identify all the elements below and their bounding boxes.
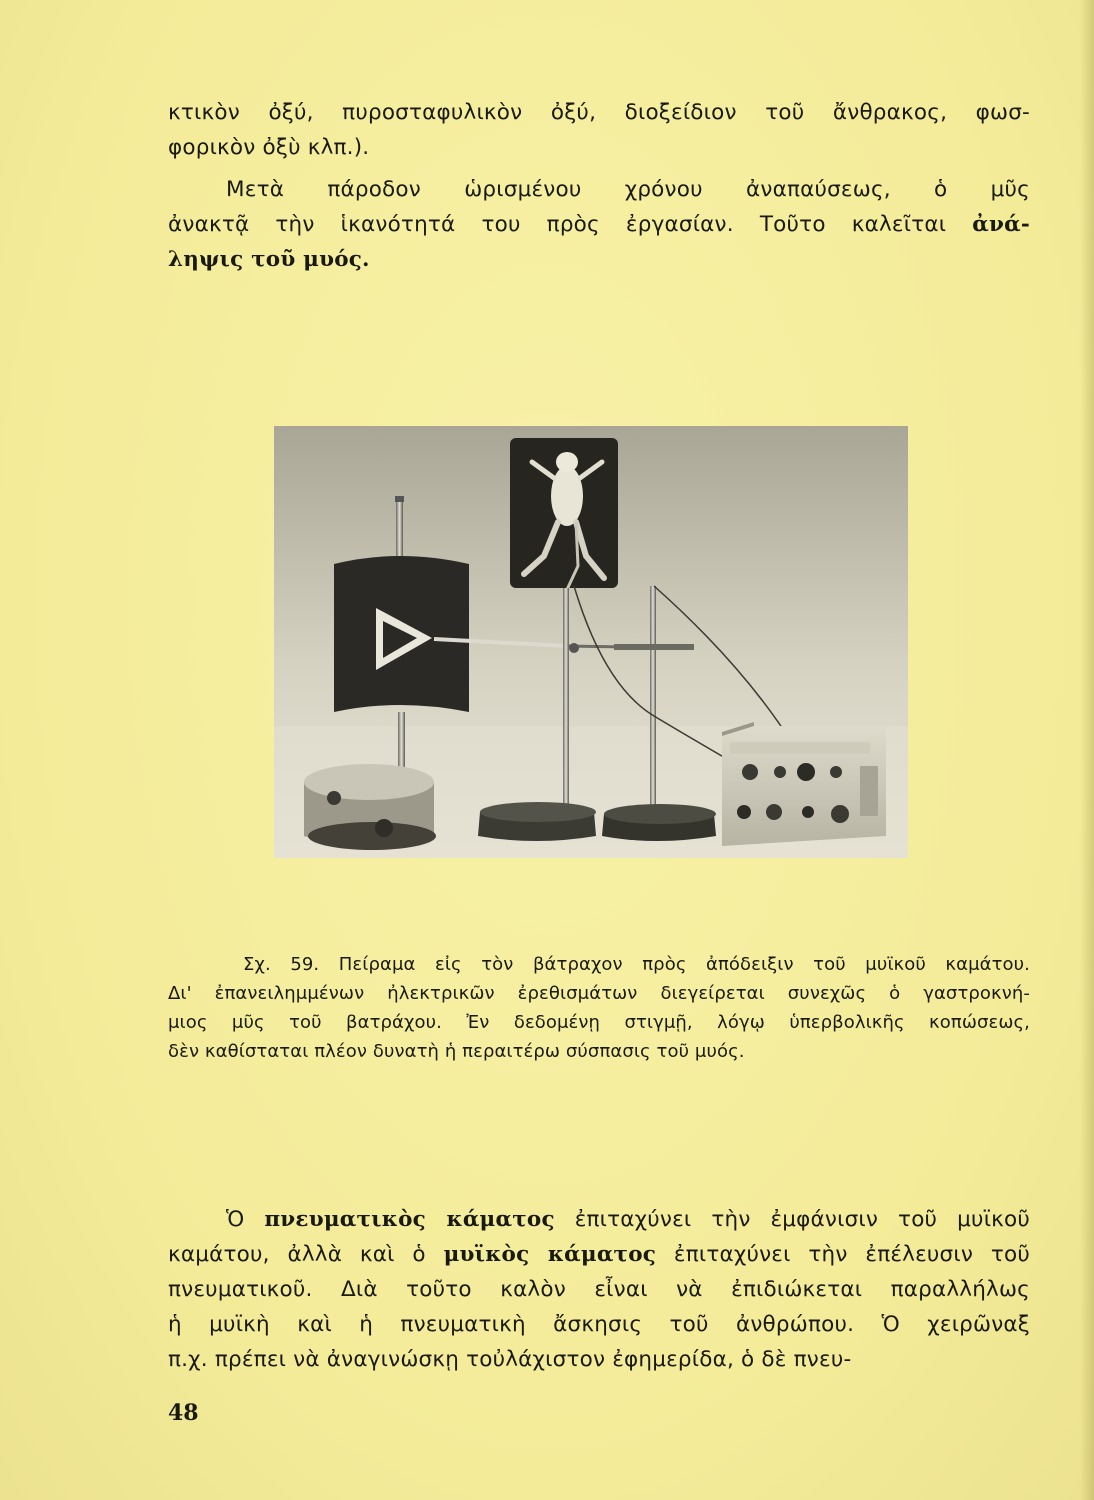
paragraph-3-line-4: ἡ μυϊκὴ καὶ ἡ πνευματικὴ ἄσκησις τοῦ ἀνθρώπου. Ὁ χειρῶναξ	[168, 1312, 1030, 1337]
paragraph-3-line-1-end: ἐπιταχύνει τὴν ἐμφάνισιν τοῦ μυϊκοῦ	[574, 1207, 1030, 1232]
paragraph-3-line-2-end: ἐπιταχύνει τὴν ἐπέλευσιν τοῦ	[673, 1242, 1031, 1267]
paragraph-3-line-1	[168, 1202, 1030, 1237]
paragraph-2-line-2-text: ἀνακτᾷ τὴν ἱκανότητά του πρὸς ἐργασίαν. Τοῦτο καλεῖται	[168, 212, 947, 237]
term-myikos-kamatos: μυϊκὸς κάματος	[443, 1242, 657, 1267]
paragraph-3-line-5: π.χ. πρέπει νὰ ἀναγινώσκῃ τοὐλάχιστον ἐφημερίδα, ὁ δὲ πνευ-	[168, 1347, 852, 1372]
paragraph-1-line-1: κτικὸν ὀξύ, πυροσταφυλικὸν ὀξύ, διοξείδιον τοῦ ἄνθρακος, φωσ-	[168, 100, 1030, 125]
term-analipsis-muos: ληψις τοῦ μυός.	[168, 247, 370, 272]
paragraph-3-line-3: πνευματικοῦ. Διὰ τοῦτο καλὸν εἶναι νὰ ἐπιδιώκεται παραλλήλως	[168, 1277, 1030, 1302]
figure-frog-experiment-photo	[274, 426, 908, 858]
figure-caption	[168, 950, 1030, 1066]
page-number: 48	[168, 1400, 199, 1426]
paragraph-3-line-2	[168, 1237, 1030, 1272]
paragraph-1-line-2: φορικὸν ὀξὺ κλπ.).	[168, 135, 370, 160]
frog-board	[510, 438, 618, 596]
term-analipsis-part: ἀνά-	[972, 212, 1030, 237]
caption-line-1: Σχ. 59. Πείραμα εἰς τὸν βάτραχον πρὸς ἀπόδειξιν τοῦ μυϊκοῦ καμάτου.	[243, 954, 1030, 975]
paragraph-2	[168, 172, 1030, 277]
caption-line-4: δὲν καθίσταται πλέον δυνατὴ ἡ περαιτέρω σύσπασις τοῦ μυός.	[168, 1041, 745, 1062]
paragraph-1	[168, 95, 1030, 165]
stimulator-box	[722, 722, 886, 846]
paragraph-3	[168, 1202, 1030, 1377]
term-pneumatikos-kamatos: πνευματικὸς κάματος	[264, 1207, 555, 1232]
paragraph-2-line-2	[168, 207, 1030, 242]
paragraph-2-line-1: Μετὰ πάροδον ὡρισμένου χρόνου ἀναπαύσεως, ὁ μῦς	[226, 177, 1030, 202]
paragraph-3-line-2-start: καμάτου, ἀλλὰ καὶ ὁ	[168, 1242, 426, 1267]
page-edge-shadow	[1080, 0, 1094, 1500]
paragraph-3-line-1-start: Ὁ	[226, 1207, 245, 1232]
caption-line-3: μιος μῦς τοῦ βατράχου. Ἐν δεδομένῃ στιγμῇ, λόγῳ ὑπερβολικῆς κοπώσεως,	[168, 1012, 1030, 1033]
caption-line-2: Δι' ἐπανειλημμένων ἠλεκτρικῶν ἐρεθισμάτων διεγείρεται συνεχῶς ὁ γαστροκνή-	[168, 983, 1030, 1004]
frog-apparatus-illustration	[274, 426, 908, 858]
